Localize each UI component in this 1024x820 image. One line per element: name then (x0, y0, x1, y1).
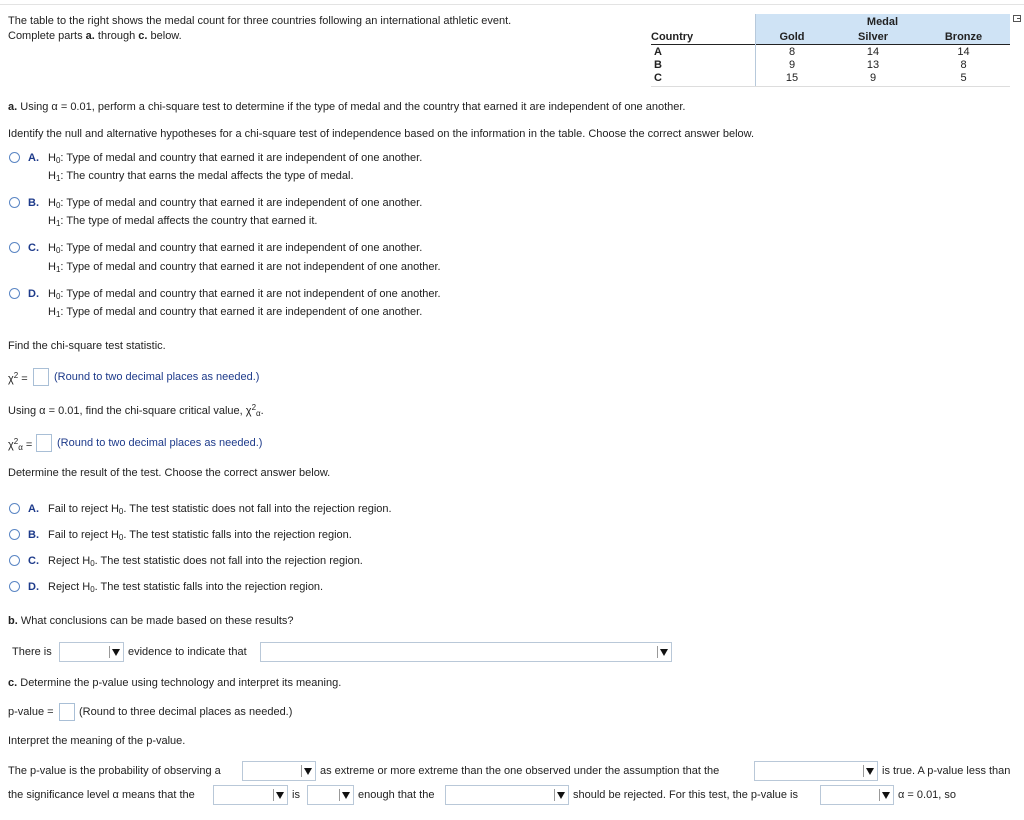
h0-text: $H_0$: Type of medal and country that earned it are independent of one another. (48, 152, 423, 165)
radio-hyp-c[interactable] (9, 242, 20, 253)
radio-hyp-a[interactable] (9, 152, 20, 163)
intro-line-1: The table to the right shows the medal count for three countries following an international athletic event. (8, 15, 512, 27)
option-letter: C. (28, 555, 39, 567)
row-label-b: B (654, 59, 662, 71)
cell-b-silver: 13 (866, 59, 880, 71)
h1-text: $H_1$: The type of medal affects the country that earned it. (48, 215, 318, 228)
country-header: Country (651, 30, 755, 45)
there-is-label: There is (12, 646, 52, 658)
intro-line-2: Complete parts a. through c. below. (8, 30, 182, 42)
result-text: Fail to reject $H_0$. The test statistic falls into the rejection region. (48, 529, 352, 542)
row-label-c: C (654, 72, 662, 84)
chi-square-input[interactable] (33, 368, 49, 386)
option-letter: D. (28, 581, 39, 593)
cell-a-gold: 8 (788, 46, 796, 58)
rejected-select[interactable] (445, 785, 569, 805)
hypothesis-prompt: Identify the null and alternative hypotheses for a chi-square test of independence based on the information in the table. Choose the correct answer below. (8, 128, 755, 140)
option-letter: B. (28, 197, 39, 209)
chi-square-label: $\chi^2$ = (8, 371, 28, 385)
interp-text-3: is true. A p-value less than (882, 765, 1011, 777)
observed-select[interactable] (242, 761, 316, 781)
round-two-hint-2: (Round to two decimal places as needed.) (57, 437, 263, 449)
gold-header: Gold (755, 30, 829, 45)
cell-c-silver: 9 (869, 72, 877, 84)
dropdown-arrow-icon (273, 789, 285, 801)
h1-text: $H_1$: Type of medal and country that earned it are independent of one another. (48, 306, 423, 319)
critical-value-input[interactable] (36, 434, 52, 452)
expand-icon[interactable] (1013, 15, 1021, 22)
dropdown-arrow-icon (109, 646, 121, 658)
h1-text: $H_1$: The country that earns the medal affects the type of medal. (48, 170, 354, 183)
dropdown-arrow-icon (554, 789, 566, 801)
radio-hyp-d[interactable] (9, 288, 20, 299)
cell-a-bronze: 14 (957, 46, 970, 58)
dropdown-arrow-icon (863, 765, 875, 777)
part-a-question: a. Using α = 0.01, perform a chi-square test to determine if the type of medal and the country that earned it are independent of one another. (8, 101, 686, 113)
header-rule (755, 44, 1010, 45)
evidence-label: evidence to indicate that (128, 646, 247, 658)
assumption-select[interactable] (754, 761, 878, 781)
silver-header: Silver (829, 30, 917, 45)
dropdown-arrow-icon (657, 646, 669, 658)
interp-text-1: The p-value is the probability of observing a (8, 765, 221, 777)
critical-prompt: Using α = 0.01, find the chi-square critical value, $\chi^2_\alpha$. (8, 403, 264, 418)
medal-header: Medal (755, 14, 1010, 30)
option-letter: A. (28, 152, 39, 164)
option-letter: C. (28, 242, 39, 254)
result-text: Reject $H_0$. The test statistic does not fall into the rejection region. (48, 555, 363, 568)
h0-text: $H_0$: Type of medal and country that earned it are independent of one another. (48, 242, 423, 255)
round-three-hint: (Round to three decimal places as needed.) (79, 706, 293, 718)
radio-result-b[interactable] (9, 529, 20, 540)
table-bottom-rule (651, 86, 1010, 87)
evidence-select[interactable] (59, 642, 124, 662)
interp-text-2: as extreme or more extreme than the one observed under the assumption that the (320, 765, 720, 777)
interp-text-4: the significance level α means that the (8, 789, 195, 801)
h0-text: $H_0$: Type of medal and country that earned it are independent of one another. (48, 197, 423, 210)
cell-c-bronze: 5 (960, 72, 967, 84)
row-label-a: A (654, 46, 662, 58)
stat-prompt: Find the chi-square test statistic. (8, 340, 166, 352)
interp-text-8: α = 0.01, so (898, 789, 957, 801)
h1-text: $H_1$: Type of medal and country that earned it are not independent of one another. (48, 261, 441, 274)
result-prompt: Determine the result of the test. Choose the correct answer below. (8, 467, 331, 479)
pvalue-label: p-value = (8, 706, 54, 718)
part-b-question: b. What conclusions can be made based on these results? (8, 615, 294, 627)
significance-select[interactable] (213, 785, 288, 805)
cell-b-gold: 9 (788, 59, 796, 71)
dropdown-arrow-icon (879, 789, 891, 801)
pvalue-input[interactable] (59, 703, 75, 721)
top-divider (0, 4, 1024, 5)
option-letter: D. (28, 288, 39, 300)
dropdown-arrow-icon (301, 765, 313, 777)
part-c-question: c. Determine the p-value using technology and interpret its meaning. (8, 677, 342, 689)
round-two-hint: (Round to two decimal places as needed.) (54, 371, 260, 383)
comparison-select[interactable] (820, 785, 894, 805)
radio-hyp-b[interactable] (9, 197, 20, 208)
chi-critical-label: $\chi^2_\alpha$ = (8, 437, 33, 452)
conclusion-select[interactable] (260, 642, 672, 662)
option-letter: B. (28, 529, 39, 541)
enough-select[interactable] (307, 785, 354, 805)
radio-result-d[interactable] (9, 581, 20, 592)
radio-result-a[interactable] (9, 503, 20, 514)
dropdown-arrow-icon (339, 789, 351, 801)
result-text: Fail to reject $H_0$. The test statistic does not fall into the rejection region. (48, 503, 392, 516)
bronze-header: Bronze (917, 30, 1010, 45)
interp-text-6: enough that the (358, 789, 435, 801)
option-letter: A. (28, 503, 39, 515)
cell-b-bronze: 8 (960, 59, 967, 71)
h0-text: $H_0$: Type of medal and country that earned it are not independent of one another. (48, 288, 441, 301)
interp-text-5: is (292, 789, 300, 801)
radio-result-c[interactable] (9, 555, 20, 566)
cell-a-silver: 14 (866, 46, 880, 58)
interpret-prompt: Interpret the meaning of the p-value. (8, 735, 186, 747)
result-text: Reject $H_0$. The test statistic falls into the rejection region. (48, 581, 324, 594)
cell-c-gold: 15 (785, 72, 799, 84)
interp-text-7: should be rejected. For this test, the p-value is (573, 789, 799, 801)
